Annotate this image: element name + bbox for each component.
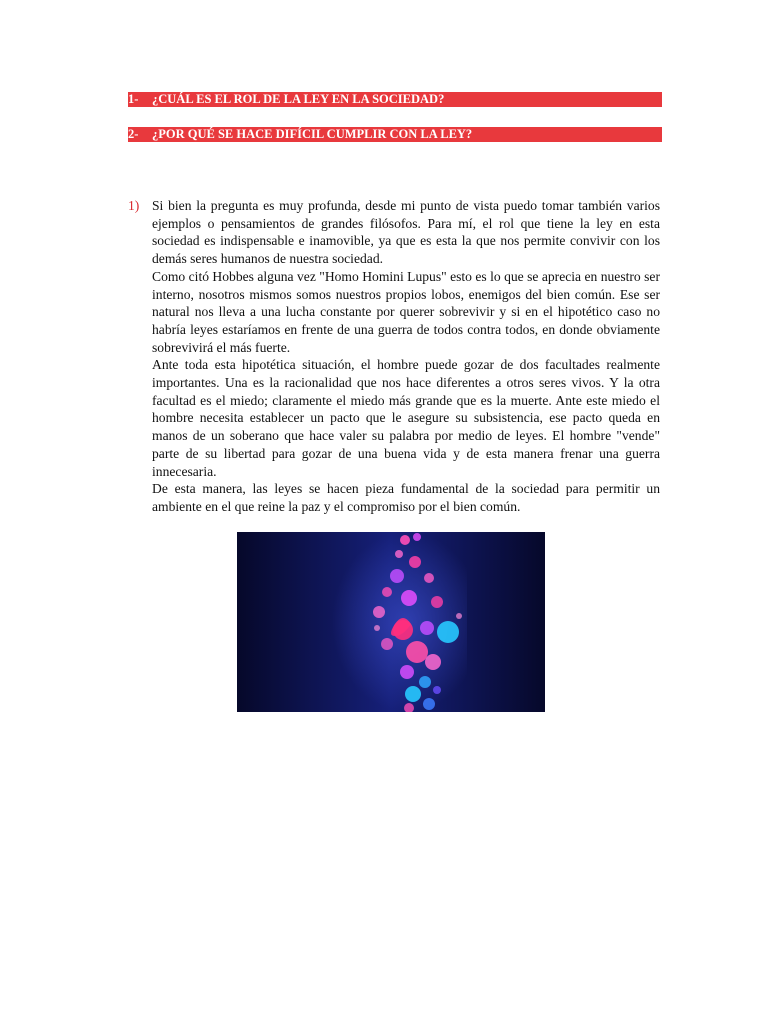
question-2-heading [128,127,662,142]
answer-paragraph-4: De esta manera, las leyes se hacen pieza fundamental de la sociedad para permitir un ambiente en el que reine la paz y el compromiso por el bien común. [152,481,660,514]
question-1-number: 1- [128,92,139,106]
answer-paragraph-3: Ante toda esta hipotética situación, el hombre puede gozar de dos facultades realmente importantes. Una es la racionalidad que nos hace diferentes a otros seres vivos. Y la otra facultad es el miedo; claramente el miedo más grande que es la muerte. Ante este miedo el hombre necesita establecer un pacto que le asegure su subsistencia, ese pacto queda en manos de un soberano que hace valer su palabra por medio de leyes. El hombre "vende" parte de su libertad para gozar de una buena vida y de esta manera frenar una guerra innecesaria. [152,357,660,479]
answer-paragraph-1: Si bien la pregunta es muy profunda, desde mi punto de vista puedo tomar también varios ejemplos o pensamientos de grandes filósofos. Para mí, el rol que tiene la ley en esta sociedad es indispensable e inamovible, ya que es esta la que nos permite convivir con los demás seres humanos de nuestra sociedad. [152,198,660,267]
answer-number: 1) [128,198,140,213]
abstract-bokeh-image [237,532,545,712]
question-1-text: ¿CUÁL ES EL ROL DE LA LEY EN LA SOCIEDAD? [152,92,445,106]
answer-paragraph-2: Como citó Hobbes alguna vez "Homo Homini Lupus" esto es lo que se aprecia en nuestro ser interno, nosotros mismos somos nuestros propios lobos, enemigos del bien común. Ese ser natural nos lleva a una lucha constante por querer sobrevivir y si en el hipotético caso no habría leyes estaríamos en frente de una guerra de todos contra todos, en donde obviamente sobrevivirá el más fuerte. [152,268,660,355]
question-2-number: 2- [128,127,139,141]
question-2-text: ¿POR QUÉ SE HACE DIFÍCIL CUMPLIR CON LA LEY? [152,127,473,141]
answer-body [152,197,660,516]
question-1-heading [128,92,662,107]
